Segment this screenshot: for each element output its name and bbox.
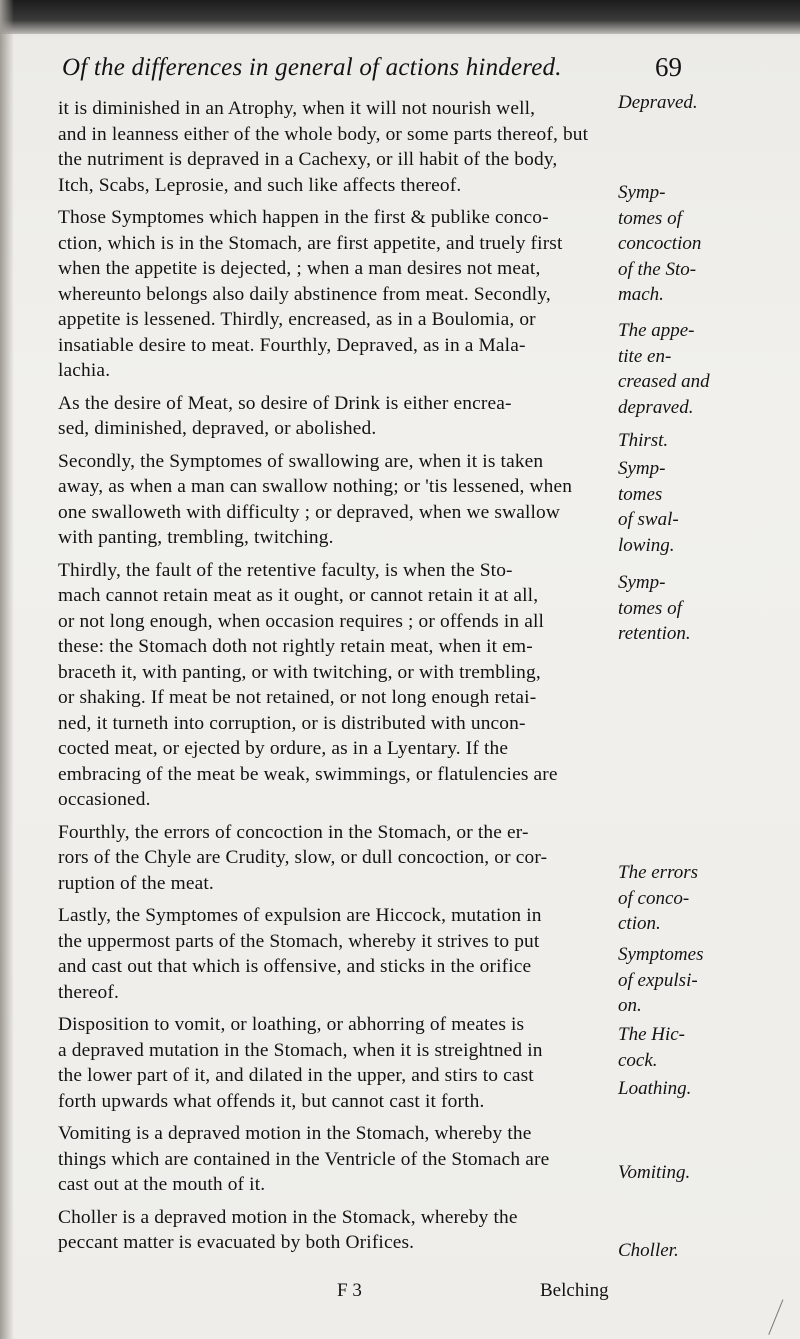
margin-note: The appe- tite en- creased and depraved.: [618, 320, 710, 418]
scan-top-edge: [0, 0, 800, 34]
paragraph: Choller is a depraved motion in the Stomack, whereby the peccant matter is evacuated by both Orifices.: [58, 1206, 518, 1253]
paragraph: Fourthly, the errors of concoction in the Stomach, or the er- rors of the Chyle are Crudity, slow, or dull concoction, or cor- ruption of the meat.: [58, 821, 548, 894]
page-gutter-shadow: [0, 0, 14, 1339]
margin-note: The Hic- cock.: [618, 1024, 686, 1071]
paragraph: it is diminished in an Atrophy, when it will not nourish well, and in leanness either of the whole body, or some parts thereof, but the nutriment is depraved in a Cachexy, or ill habit of the body, Itch, Scabs, Leprosie, and such like affects thereof.: [58, 98, 589, 196]
paragraph: Those Symptomes which happen in the first & publike conco- ction, which is in the Stomach, are first appetite, and truely first when the appetite is dejected, ; when a man desires not meat, whereunto belongs also daily abstinence from meat. Secondly, appetite is lessened. Thirdly, encreased, as in a Boulomia, or insatiable desire to meat. Fourthly, Depraved, as in a Mala- lachia.: [58, 207, 563, 381]
margin-note: Symptomes of expulsi- on.: [618, 944, 704, 1016]
signature-mark: F 3: [337, 1280, 362, 1301]
margin-note: Symp- tomes of concoction of the Sto- mach.: [618, 182, 702, 305]
main-text: [58, 96, 618, 1276]
page-number: 69: [655, 52, 682, 82]
paragraph: Secondly, the Symptomes of swallowing are, when it is taken away, as when a man can swallow nothing; or 'tis lessened, when one swalloweth with difficulty ; or depraved, when we swallow with panting, trembling, twitching.: [58, 450, 573, 548]
margin-note: Vomiting.: [618, 1162, 691, 1183]
margin-note: Symp- tomes of retention.: [618, 572, 691, 644]
catchword: Belching: [540, 1280, 609, 1301]
margin-note: Thirst.: [618, 430, 669, 451]
paragraph: Thirdly, the fault of the retentive faculty, is when the Sto- mach cannot retain meat as it ought, or cannot retain it at all, or not long enough, when occasion requires ; or offends in all these: the Stomach doth not rightly retain meat, when it em- braceth it, with panting, or with twitching, or with trembling, or shaking. If meat be not retained, or not long enough retai- ned, it turneth into corruption, or is distributed with uncon- cocted meat, or ejected by ordure, as in a Lyentary. If the embracing of the meat be weak, swimmings, or flatulencies are occasioned.: [58, 559, 558, 810]
paragraph: Vomiting is a depraved motion in the Stomach, whereby the things which are contained in the Ventricle of the Stomach are cast out at the mouth of it.: [58, 1123, 550, 1195]
paragraph: Lastly, the Symptomes of expulsion are Hiccock, mutation in the uppermost parts of the Stomach, whereby it strives to put and cast out that which is offensive, and sticks in the orifice thereof.: [58, 905, 542, 1003]
running-header: [62, 52, 682, 88]
paragraph: Disposition to vomit, or loathing, or abhorring of meates is a depraved mutation in the Stomach, when it is streightned in the lower part of it, and dilated in the upper, and stirs to cast forth upwards what offends it, but cannot cast it forth.: [58, 1014, 543, 1112]
paragraph: As the desire of Meat, so desire of Drink is either encrea- sed, diminished, depraved, or abolished.: [58, 392, 512, 439]
margin-note: Symp- tomes of swal- lowing.: [618, 458, 679, 556]
margin-note: Loathing.: [618, 1078, 692, 1099]
margin-notes: [618, 90, 800, 1290]
running-title: Of the differences in general of actions hindered.: [62, 54, 562, 81]
page-footer: [0, 1280, 800, 1310]
margin-note: Choller.: [618, 1240, 679, 1261]
margin-note: The errors of conco- ction.: [618, 862, 699, 934]
margin-note: Depraved.: [618, 92, 698, 113]
